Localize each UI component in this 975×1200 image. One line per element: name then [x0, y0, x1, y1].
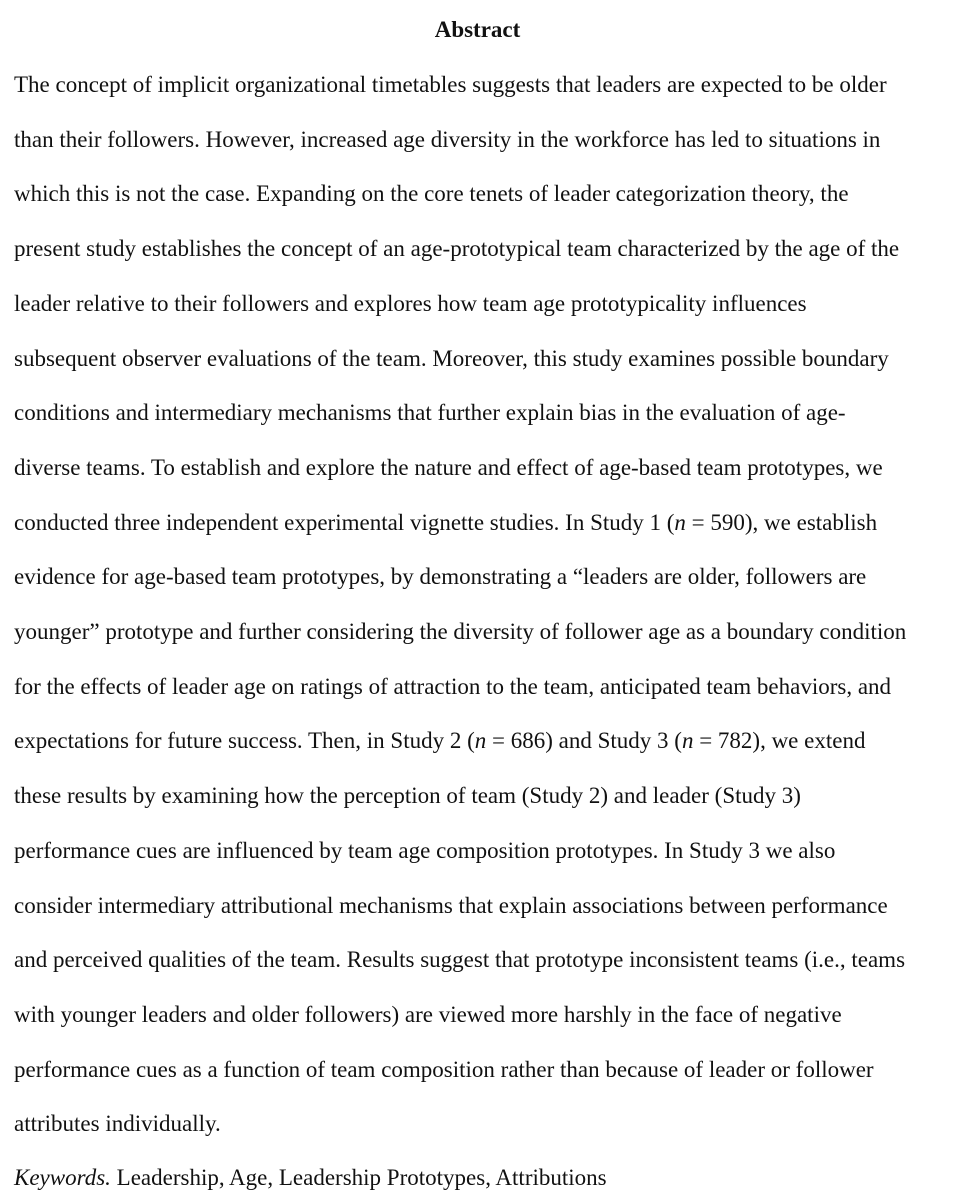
sample-size-symbol: n	[681, 728, 694, 753]
line-segment: expectations for future success. Then, in Study 2 (	[14, 728, 475, 753]
abstract-line: these results by examining how the perception of team (Study 2) and leader (Study 3)	[14, 783, 801, 808]
abstract-line: evidence for age-based team prototypes, by demonstrating a “leaders are older, followers are	[14, 564, 867, 589]
keywords-line	[14, 1162, 607, 1194]
abstract-line: diverse teams. To establish and explore the nature and effect of age-based team prototypes, we	[14, 455, 883, 480]
abstract-line: consider intermediary attributional mechanisms that explain associations between performance	[14, 893, 888, 918]
abstract-line: for the effects of leader age on ratings of attraction to the team, anticipated team behaviors, and	[14, 674, 892, 699]
abstract-line: attributes individually.	[14, 1111, 221, 1136]
line-segment: = 782), we extend	[693, 728, 866, 753]
abstract-line: leader relative to their followers and explores how team age prototypicality influences	[14, 291, 807, 316]
abstract-line: performance cues are influenced by team age composition prototypes. In Study 3 we also	[14, 838, 836, 863]
abstract-line: which this is not the case. Expanding on the core tenets of leader categorization theory, the	[14, 181, 849, 206]
abstract-line: The concept of implicit organizational timetables suggests that leaders are expected to be older	[14, 72, 887, 97]
sample-size-symbol: n	[474, 728, 487, 753]
line-segment: conducted three independent experimental vignette studies. In Study 1 (	[14, 510, 675, 535]
line-segment: = 686) and Study 3 (	[486, 728, 682, 753]
abstract-line	[14, 507, 877, 539]
abstract-line: younger” prototype and further considering the diversity of follower age as a boundary condition	[14, 619, 907, 644]
keywords-text: Leadership, Age, Leadership Prototypes, Attributions	[110, 1165, 607, 1190]
abstract-heading: Abstract	[434, 17, 521, 42]
abstract-line: subsequent observer evaluations of the team. Moreover, this study examines possible boundary	[14, 346, 889, 371]
abstract-line	[14, 725, 865, 757]
abstract-line: and perceived qualities of the team. Results suggest that prototype inconsistent teams (i.e., teams	[14, 947, 906, 972]
abstract-line: present study establishes the concept of an age-prototypical team characterized by the age of the	[14, 236, 900, 261]
abstract-line: performance cues as a function of team composition rather than because of leader or follower	[14, 1057, 874, 1082]
keywords-label: Keywords.	[14, 1165, 111, 1190]
abstract-line: than their followers. However, increased age diversity in the workforce has led to situations in	[14, 127, 881, 152]
sample-size-symbol: n	[674, 510, 686, 535]
abstract-line: conditions and intermediary mechanisms that further explain bias in the evaluation of age-	[14, 400, 846, 425]
abstract-line: with younger leaders and older followers) are viewed more harshly in the face of negative	[14, 1002, 842, 1027]
line-segment: = 590), we establish	[685, 510, 878, 535]
